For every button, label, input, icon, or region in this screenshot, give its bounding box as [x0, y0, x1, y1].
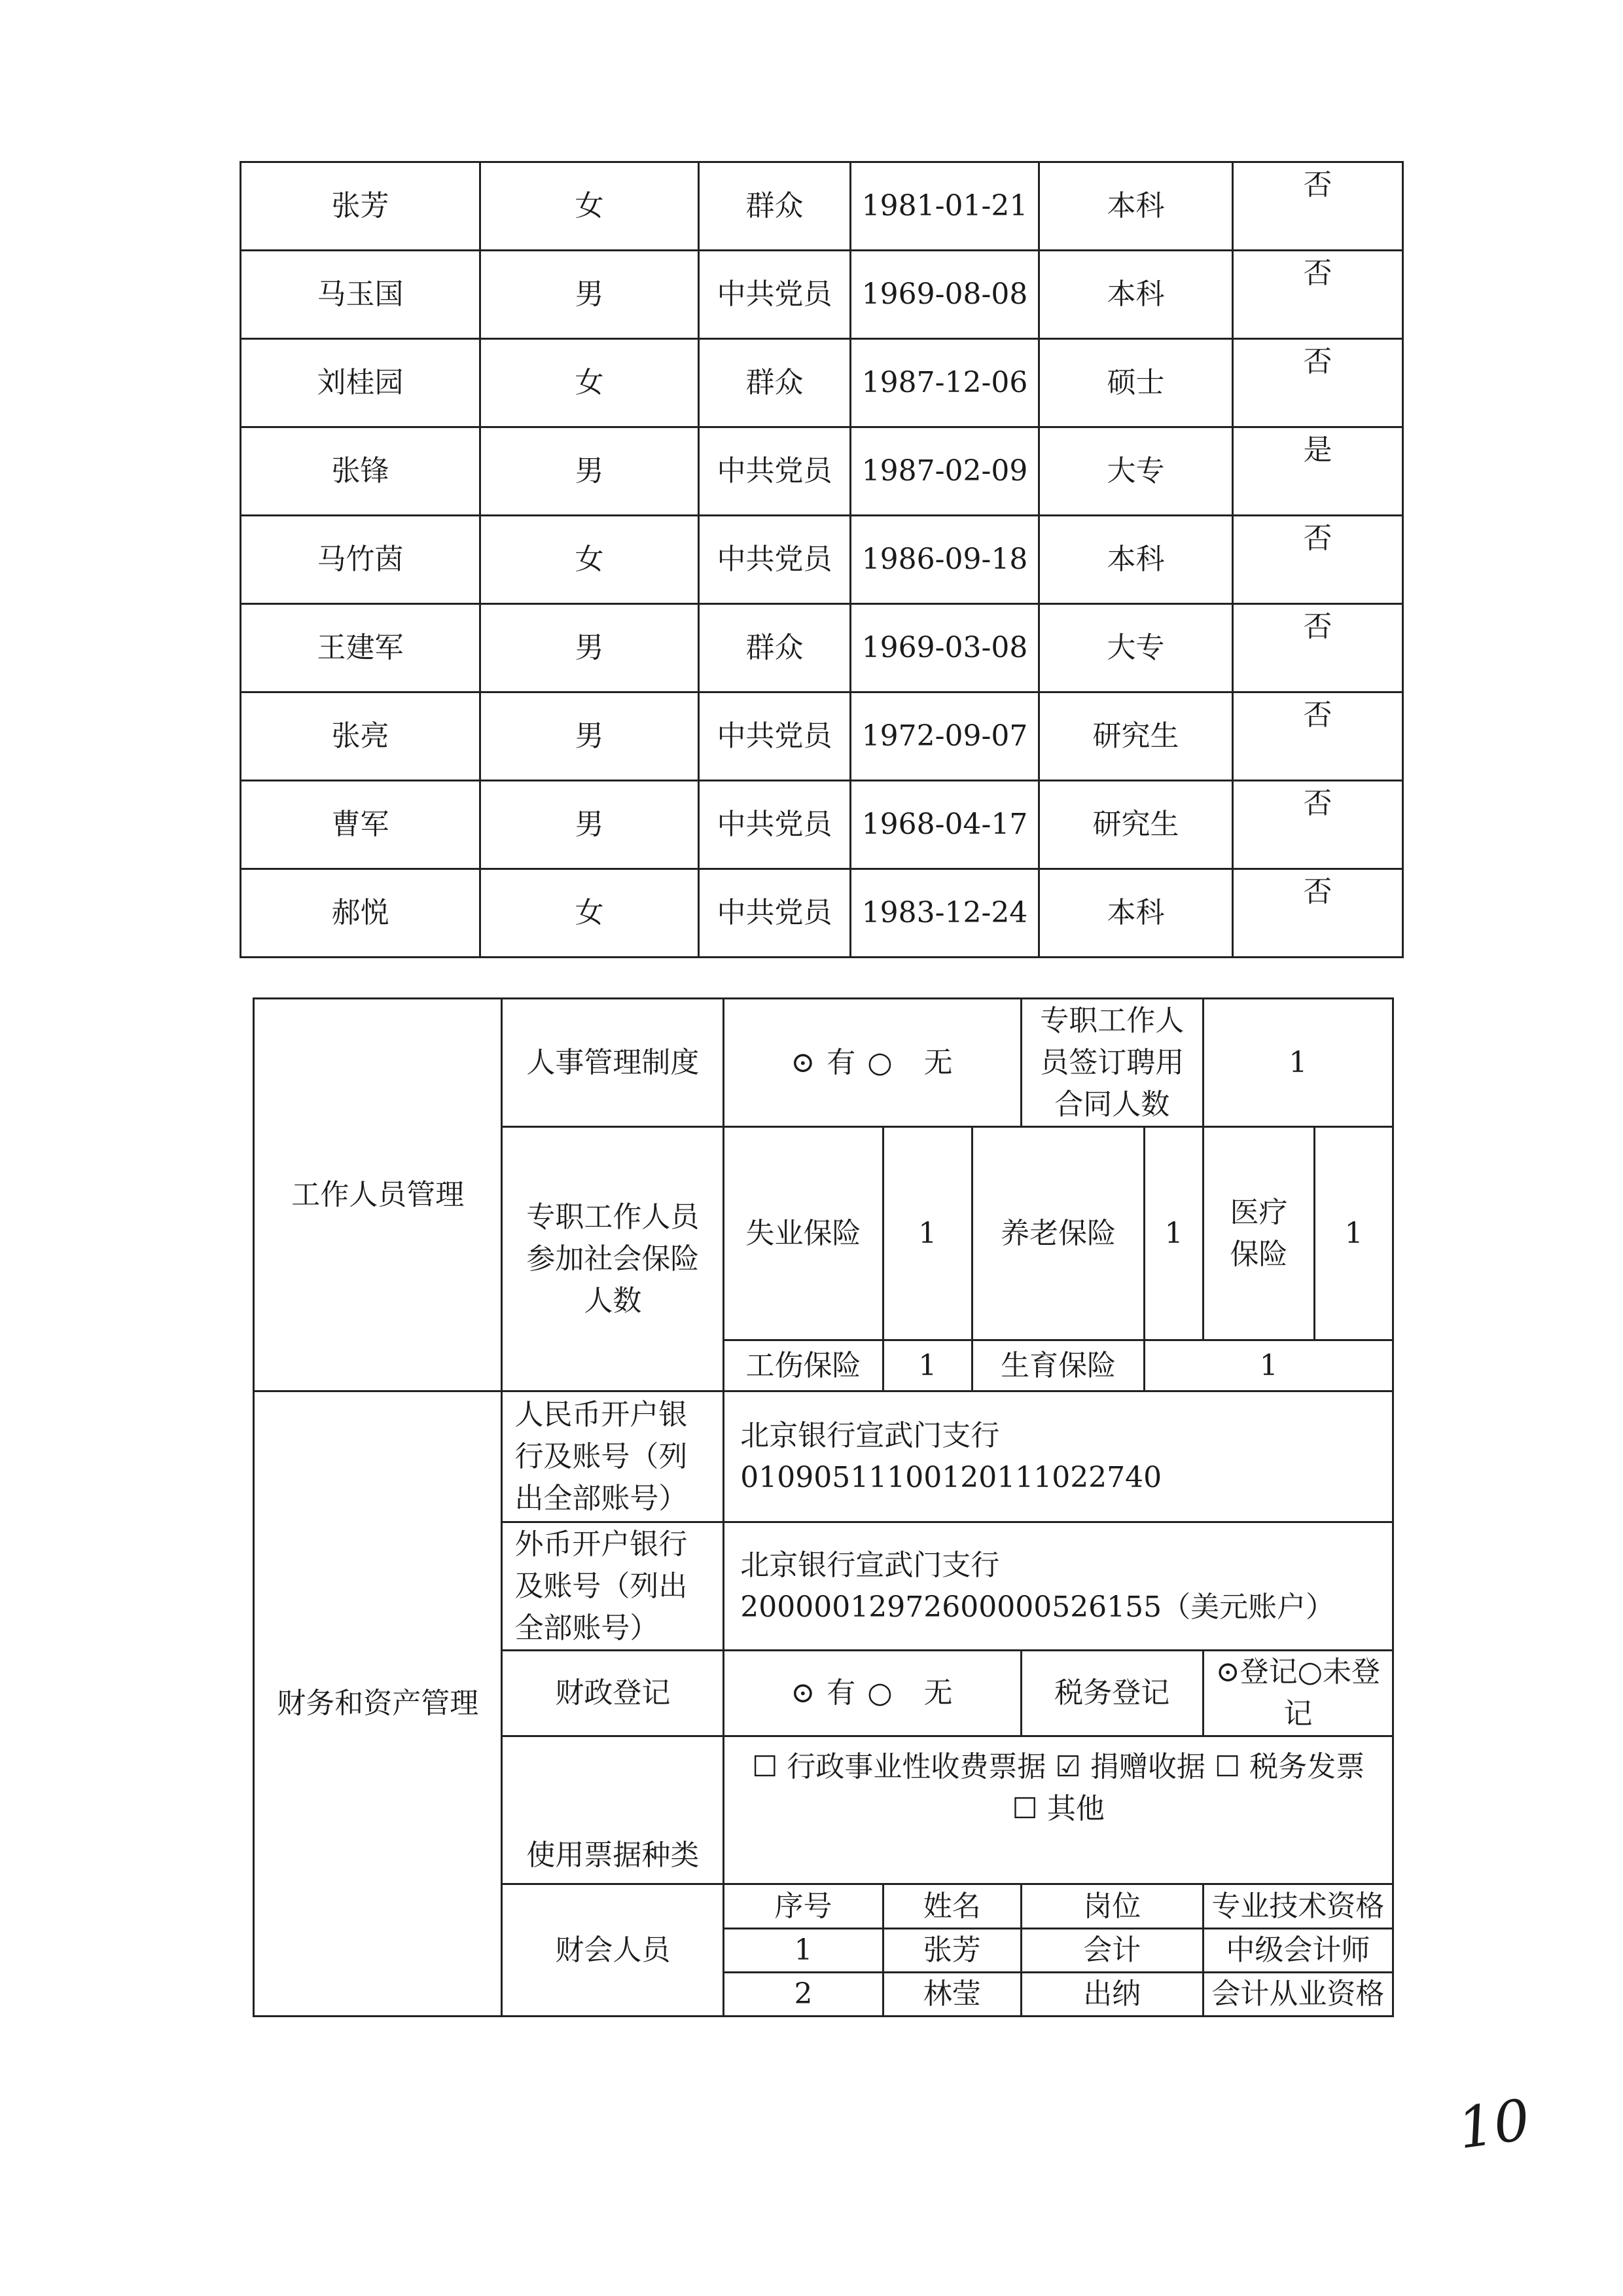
staff-birth-cell: 1969-08-08: [851, 251, 1039, 339]
staff-flag-cell: 否: [1233, 339, 1403, 427]
contract-count: 1: [1203, 999, 1393, 1127]
fx-account-label: 外币开户银行及账号（列出全部账号）: [502, 1522, 724, 1651]
staff-birth-cell: 1968-04-17: [851, 781, 1039, 869]
injury-count: 1: [883, 1340, 972, 1391]
staff-party-cell: 中共党员: [699, 516, 851, 604]
staff-flag-cell: 否: [1233, 869, 1403, 958]
staff-education-cell: 研究生: [1039, 692, 1233, 781]
staff-row: [241, 516, 1403, 604]
staff-gender-cell: 男: [480, 604, 699, 692]
staff-row: [241, 251, 1403, 339]
tax-registration-label: 税务登记: [1021, 1651, 1203, 1736]
staff-row: [241, 427, 1403, 516]
accountant-header-seq: 序号: [724, 1884, 883, 1929]
staff-birth-cell: 1983-12-24: [851, 869, 1039, 958]
accountant-row-1-qualification: 中级会计师: [1203, 1929, 1393, 1973]
staff-birth-cell: 1981-01-21: [851, 162, 1039, 251]
staff-party-cell: 中共党员: [699, 692, 851, 781]
staff-gender-cell: 男: [480, 692, 699, 781]
personnel-section-label: 工作人员管理: [254, 999, 502, 1391]
staff-flag-cell: 否: [1233, 251, 1403, 339]
staff-table-body: [241, 162, 1403, 958]
staff-row: [241, 604, 1403, 692]
receipt-types-label: 使用票据种类: [502, 1736, 724, 1884]
injury-label: 工伤保险: [724, 1340, 883, 1391]
staff-birth-cell: 1987-12-06: [851, 339, 1039, 427]
staff-party-cell: 中共党员: [699, 251, 851, 339]
staff-gender-cell: 女: [480, 339, 699, 427]
pension-count: 1: [1145, 1127, 1203, 1340]
maternity-count: 1: [1145, 1340, 1393, 1391]
staff-name-cell: 王建军: [241, 604, 480, 692]
staff-flag-cell: 是: [1233, 427, 1403, 516]
staff-party-cell: 群众: [699, 604, 851, 692]
staff-birth-cell: 1987-02-09: [851, 427, 1039, 516]
staff-education-cell: 本科: [1039, 869, 1233, 958]
accountant-row-1-seq: 1: [724, 1929, 883, 1973]
accountant-row-2-name: 林莹: [883, 1973, 1021, 2017]
staff-table: [240, 161, 1404, 958]
unemployment-label: 失业保险: [724, 1127, 883, 1340]
staff-party-cell: 群众: [699, 162, 851, 251]
accountant-row-2-seq: 2: [724, 1973, 883, 2017]
staff-party-cell: 群众: [699, 339, 851, 427]
staff-party-cell: 中共党员: [699, 781, 851, 869]
staff-name-cell: 马竹茵: [241, 516, 480, 604]
staff-education-cell: 硕士: [1039, 339, 1233, 427]
accountant-row-2-qualification: 会计从业资格: [1203, 1973, 1393, 2017]
staff-party-cell: 中共党员: [699, 869, 851, 958]
rmb-account-label: 人民币开户银行及账号（列出全部账号）: [502, 1391, 724, 1522]
staff-row: [241, 781, 1403, 869]
staff-education-cell: 大专: [1039, 427, 1233, 516]
accountant-row-1-post: 会计: [1021, 1929, 1203, 1973]
accountant-header-name: 姓名: [883, 1884, 1021, 1929]
staff-education-cell: 本科: [1039, 516, 1233, 604]
accountant-header-post: 岗位: [1021, 1884, 1203, 1929]
accountant-row-2-post: 出纳: [1021, 1973, 1203, 2017]
staff-flag-cell: 否: [1233, 692, 1403, 781]
staff-name-cell: 张芳: [241, 162, 480, 251]
staff-birth-cell: 1969-03-08: [851, 604, 1039, 692]
hr-system-radio: ⊙ 有 ○ 无: [724, 999, 1021, 1127]
staff-name-cell: 张锋: [241, 427, 480, 516]
accountant-header-qualification: 专业技术资格: [1203, 1884, 1393, 1929]
staff-name-cell: 马玉国: [241, 251, 480, 339]
hr-system-label: 人事管理制度: [502, 999, 724, 1127]
medical-count: 1: [1315, 1127, 1393, 1340]
staff-gender-cell: 男: [480, 251, 699, 339]
tax-registration-radio: ⊙登记○未登记: [1203, 1651, 1393, 1736]
staff-flag-cell: 否: [1233, 162, 1403, 251]
staff-row: [241, 869, 1403, 958]
insurance-label: 专职工作人员参加社会保险人数: [502, 1127, 724, 1391]
staff-flag-cell: 否: [1233, 604, 1403, 692]
staff-gender-cell: 女: [480, 516, 699, 604]
finance-section-label: 财务和资产管理: [254, 1391, 502, 2017]
fx-account-value: 北京银行宣武门支行 20000012972600000526155（美元账户）: [724, 1522, 1393, 1651]
rmb-account-value: 北京银行宣武门支行 01090511100120111022740: [724, 1391, 1393, 1522]
staff-row: [241, 339, 1403, 427]
staff-name-cell: 郝悦: [241, 869, 480, 958]
staff-party-cell: 中共党员: [699, 427, 851, 516]
page-number: 10: [1454, 2087, 1534, 2162]
staff-birth-cell: 1986-09-18: [851, 516, 1039, 604]
staff-education-cell: 本科: [1039, 251, 1233, 339]
accountant-label: 财会人员: [502, 1884, 724, 2017]
medical-label: 医疗保险: [1203, 1127, 1314, 1340]
receipt-types-checkboxes: ☐ 行政事业性收费票据 ☑ 捐赠收据 ☐ 税务发票 ☐ 其他: [724, 1736, 1393, 1884]
staff-gender-cell: 男: [480, 427, 699, 516]
fiscal-registration-label: 财政登记: [502, 1651, 724, 1736]
unemployment-count: 1: [883, 1127, 972, 1340]
staff-education-cell: 研究生: [1039, 781, 1233, 869]
staff-row: [241, 162, 1403, 251]
staff-flag-cell: 否: [1233, 516, 1403, 604]
maternity-label: 生育保险: [972, 1340, 1145, 1391]
staff-name-cell: 张亮: [241, 692, 480, 781]
accountant-row-1-name: 张芳: [883, 1929, 1021, 1973]
staff-gender-cell: 男: [480, 781, 699, 869]
staff-flag-cell: 否: [1233, 781, 1403, 869]
staff-gender-cell: 女: [480, 162, 699, 251]
staff-education-cell: 大专: [1039, 604, 1233, 692]
staff-name-cell: 刘桂园: [241, 339, 480, 427]
contract-label: 专职工作人员签订聘用合同人数: [1021, 999, 1203, 1127]
staff-education-cell: 本科: [1039, 162, 1233, 251]
fiscal-registration-radio: ⊙ 有 ○ 无: [724, 1651, 1021, 1736]
staff-name-cell: 曹军: [241, 781, 480, 869]
pension-label: 养老保险: [972, 1127, 1145, 1340]
org-management-table: [253, 997, 1394, 2017]
staff-row: [241, 692, 1403, 781]
staff-birth-cell: 1972-09-07: [851, 692, 1039, 781]
staff-gender-cell: 女: [480, 869, 699, 958]
